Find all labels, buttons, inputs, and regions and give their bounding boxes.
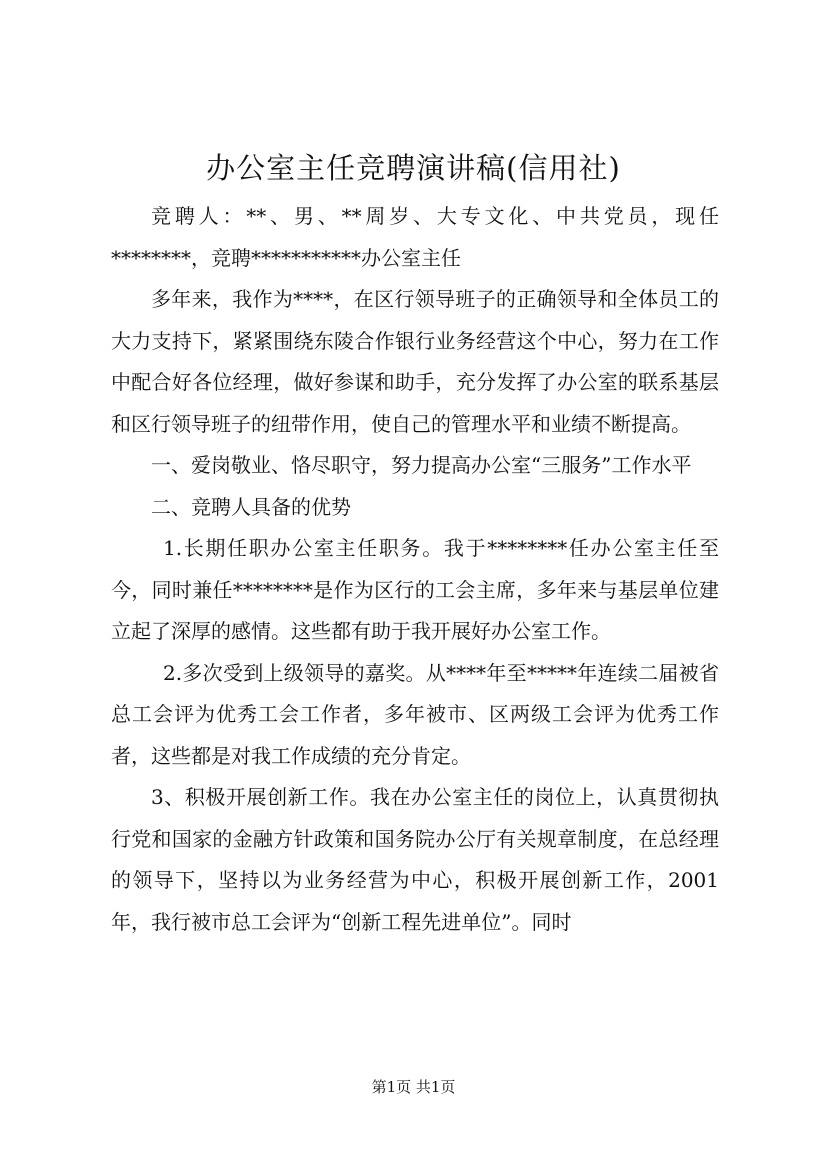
paragraph-advantage-one: 1.长期任职办公室主任职务。我于********任办公室主任至今，同时兼任********是作为区行的工会主席，多年来与基层单位建立起了深厚的感情。这些都有助于我开展好办公室工作。 <box>111 536 719 643</box>
paragraph-advantage-two: 2.多次受到上级领导的嘉奖。从****年至*****年连续二届被省总工会评为优秀工会工作者，多年被市、区两级工会评为优秀工作者，这些都是对我工作成绩的充分肯定。 <box>111 660 719 768</box>
document-body <box>111 196 719 943</box>
paragraph-candidate-info: 竞聘人：**、男、**周岁、大专文化、中共党员，现任********，竞聘***********办公室主任 <box>111 204 719 270</box>
paragraph-heading-two: 二、竞聘人具备的优势 <box>151 494 351 519</box>
paragraph-introduction: 多年来，我作为****，在区行领导班子的正确领导和全体员工的大力支持下，紧紧围绕东陵合作银行业务经营这个中心，努力在工作中配合好各位经理，做好参谋和助手，充分发挥了办公室的联系基层和区行领导班子的纽带作用，使自己的管理水平和业绩不断提高。 <box>111 287 719 436</box>
paragraph-heading-one: 一、爱岗敬业、恪尽职守，努力提高办公室“三服务”工作水平 <box>151 453 692 477</box>
page-number-footer: 第1页 共1页 <box>371 1078 456 1096</box>
document-title: 办公室主任竞聘演讲稿(信用社) <box>206 151 621 185</box>
paragraph-advantage-three: 3、积极开展创新工作。我在办公室主任的岗位上，认真贯彻执行党和国家的金融方针政策和国务院办公厅有关规章制度，在总经理的领导下，坚持以为业务经营为中心，积极开展创新工作，2001年，我行被市总工会评为“创新工程先进单位”。同时 <box>111 785 719 934</box>
